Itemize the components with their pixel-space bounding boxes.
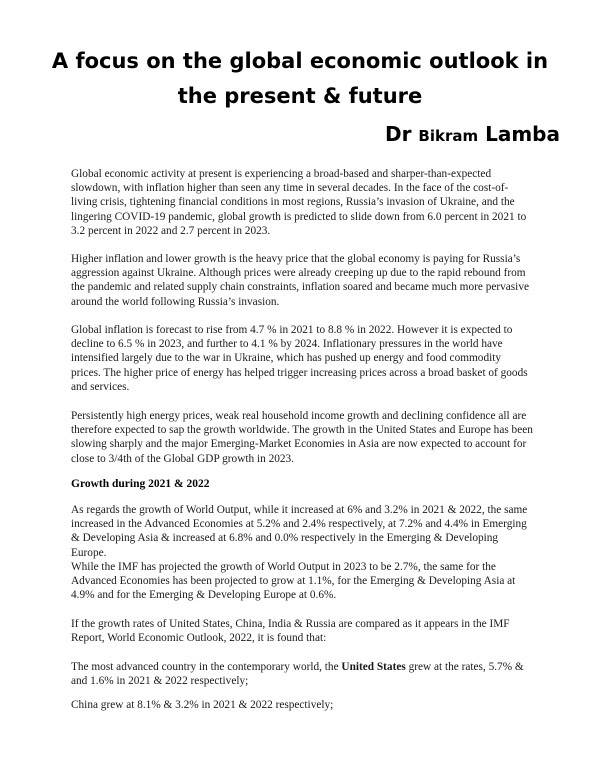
paragraph-imf-projection: While the IMF has projected the growth of World Output in 2023 to be 2.7%, the same for the Advanced Economies has been projected to grow at 1.1%, for the Emerging & Developing Asia at 4.9% and for the Emerging & Developing Europe at 0.6%. [71,561,516,602]
paragraph-china: China grew at 8.1% & 3.2% in 2021 & 2022 respectively; [71,699,334,711]
paragraph-global-inflation: Global inflation is forecast to rise from 4.7 % in 2021 to 8.8 % in 2022. However it is expected to decline to 6.5 % in 2023, and further to 4.1 % by 2024. Inflationary pressures in the world have intensified largely due to the war in Ukraine, which has pushed up energy and food commodity prices. The higher price of energy has helped trigger increasing prices across a broad basket of goods and services. [71,324,528,393]
author-name [385,120,560,150]
paragraph-inflation-growth: Higher inflation and lower growth is the heavy price that the global economy is paying for Russia’s aggression against Ukraine. Although prices were already creeping up due to the rapid rebound from the pandemic and related supply chain constraints, inflation soared and became much more pervasive around the world following Russia’s invasion. [71,253,529,308]
us-text-before: The most advanced country in the contemporary world, the [71,661,342,673]
document-title: A focus on the global economic outlook in the present & future [51,49,549,108]
paragraph-country-comparison: If the growth rates of United States, China, India & Russia are compared as it appears in the IMF Report, World Economic Outlook, 2022, it is found that: [71,618,510,645]
section-heading: Growth during 2021 & 2022 [71,478,210,490]
paragraph-energy-prices: Persistently high energy prices, weak real household income growth and declining confidence all are therefore expected to sap the growth worldwide. The growth in the United States and Europe has been slowing sharply and the major Emerging-Market Economies in Asia are now expected to account for close to 3/4th of the Global GDP growth in 2023. [71,410,533,465]
author-prefix: Dr [384,122,412,146]
paragraph-intro: Global economic activity at present is experiencing a broad-based and sharper-than-expected slowdown, with inflation higher than seen any time in several decades. In the face of the cost-of-living crisis, tightening financial conditions in most regions, Russia’s invasion of Ukraine, and the lingering COVID-19 pandemic, global growth is predicted to slide down from 6.0 percent in 2021 to 3.2 percent in 2022 and 2.7 percent in 2023. [71,168,527,237]
us-text-after: grew at the rates, 5.7% & and 1.6% in 2021 & 2022 respectively; [71,661,524,688]
paragraph-world-output: As regards the growth of World Output, while it increased at 6% and 3.2% in 2021 & 2022, the same increased in the Advanced Economies at 5.2% and 2.4% respectively, at 7.2% and 4.4% in Emerging & Developing Asia & increased at 6.8% and 0.0% respectively in the Emerging & Developing Europe. [71,504,528,559]
us-country-name: United States [341,661,406,673]
author-last-name: Lamba [485,122,560,146]
author-first-name: Bikram [418,127,479,145]
paragraph-united-states [71,660,533,688]
